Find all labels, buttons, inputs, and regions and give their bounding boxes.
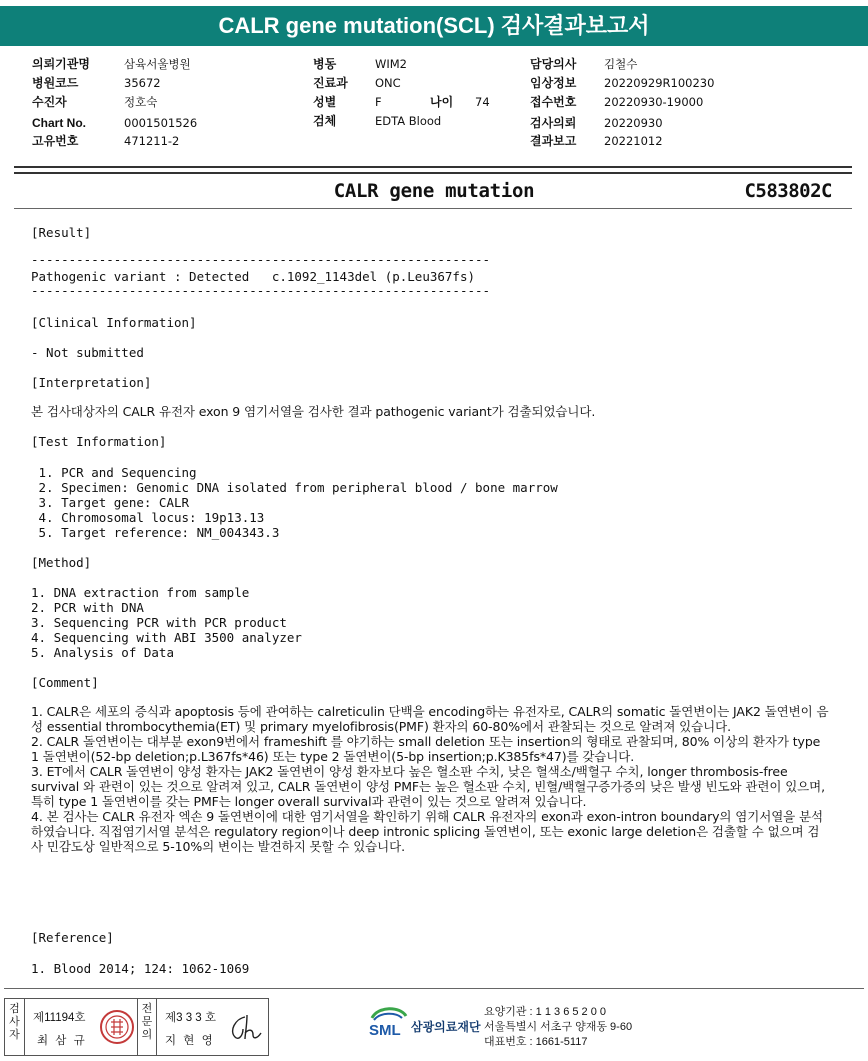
inspector-label: 검사자 xyxy=(5,999,25,1055)
method-item: 4. Sequencing with ABI 3500 analyzer xyxy=(31,630,302,645)
header-label: 병원코드 xyxy=(32,76,79,90)
comment-block xyxy=(31,704,831,854)
header-label: 고유번호 xyxy=(32,134,79,148)
result-line: Pathogenic variant : Detected c.1092_1143del (p.Leu367fs) xyxy=(31,269,476,284)
method-item: 3. Sequencing PCR with PCR product xyxy=(31,615,287,630)
comment-paragraph: 2. CALR 돌연변이는 대부분 exon9번에서 frameshift 를 야기하는 small deletion 또는 insertion의 형태로 관찰되며, 80% 이상의 환자가 type 1 돌연변이(52-bp deletion;p.L367fs*46) 또는 type 2 돌연변이(5-bp insertion;p.K385fs*47)를 갖습니다. xyxy=(31,734,821,764)
header-value: 김철수 xyxy=(604,57,638,71)
header-value: EDTA Blood xyxy=(375,114,442,128)
header-value: 삼육서울병원 xyxy=(124,57,191,71)
header-label: 임상정보 xyxy=(530,76,577,90)
test-info-item: 3. Target gene: CALR xyxy=(31,495,190,510)
sml-logo-text: SML xyxy=(369,1022,401,1038)
test-info-heading: [Test Information] xyxy=(31,434,167,449)
header-value: 20221012 xyxy=(604,134,663,148)
footer-divider xyxy=(4,988,864,989)
header-value: 74 xyxy=(475,95,490,109)
header-value: 20220930-19000 xyxy=(604,95,704,109)
header-label: 수진자 xyxy=(32,95,67,109)
test-name: CALR gene mutation xyxy=(333,180,535,202)
header-value: 20220930 xyxy=(604,116,663,130)
comment-heading: [Comment] xyxy=(31,675,99,690)
header-value: 0001501526 xyxy=(124,116,198,130)
header-label: 성별 xyxy=(313,95,337,109)
header-label: 검체 xyxy=(313,114,337,128)
sml-logo-icon xyxy=(366,1004,412,1038)
test-info-item: 4. Chromosomal locus: 19p13.13 xyxy=(31,510,265,525)
title-divider xyxy=(14,208,852,209)
phone: 대표번호 : 1661-5117 xyxy=(484,1036,588,1048)
reviewer-label: 전문의 xyxy=(137,999,157,1055)
address: 서울특별시 서초구 양재동 9-60 xyxy=(484,1021,633,1033)
method-item: 2. PCR with DNA xyxy=(31,600,144,615)
header-value: 정호숙 xyxy=(124,95,158,109)
inspector-license: 제11194호 xyxy=(33,1012,86,1024)
header-label: 담당의사 xyxy=(530,57,577,71)
header-value: 35672 xyxy=(124,76,161,90)
header-label: Chart No. xyxy=(32,116,86,130)
header-label: 접수번호 xyxy=(530,95,577,109)
test-code: C583802C xyxy=(744,180,832,202)
interpretation-text: 본 검사대상자의 CALR 유전자 exon 9 염기서열을 검사한 결과 pathogenic variant가 검출되었습니다. xyxy=(31,404,596,419)
header-label: 결과보고 xyxy=(530,134,577,148)
inspector-name: 최 삼 규 xyxy=(37,1035,87,1047)
reviewer-name: 지 현 영 xyxy=(165,1035,215,1047)
result-dash-top: ------------------------------------------------------------- xyxy=(31,252,491,267)
header-label: 의뢰기관명 xyxy=(32,57,90,71)
header-value: 20220929R100230 xyxy=(604,76,715,90)
result-dash-bottom: ------------------------------------------------------------- xyxy=(31,283,491,298)
header-divider-2 xyxy=(14,172,852,174)
header-value: 471211-2 xyxy=(124,134,180,148)
header-value: F xyxy=(375,95,382,109)
header-value: ONC xyxy=(375,76,401,90)
header-label: 진료과 xyxy=(313,76,348,90)
method-item: 1. DNA extraction from sample xyxy=(31,585,250,600)
reference-item: 1. Blood 2014; 124: 1062-1069 xyxy=(31,961,250,976)
clinical-value: - Not submitted xyxy=(31,345,144,360)
signature-icon xyxy=(225,1011,263,1045)
signature-box xyxy=(4,998,269,1056)
seal-stamp-icon xyxy=(99,1009,135,1045)
result-heading: [Result] xyxy=(31,225,92,240)
comment-paragraph: 1. CALR은 세포의 증식과 apoptosis 등에 관여하는 calreticulin 단백을 encoding하는 유전자로, CALR의 somatic 돌연변이는 JAK2 돌연변이 음성 essential thrombocythemia(ET) 및 primary myelofibrosis(PMF) 환자의 60-80%에서 관찰되는 것으로 알려져 있습니다. xyxy=(31,704,829,734)
interpretation-heading: [Interpretation] xyxy=(31,375,152,390)
comment-paragraph: 3. ET에서 CALR 돌연변이 양성 환자는 JAK2 돌연변이 양성 환자보다 높은 혈소판 수치, 낮은 혈색소/백혈구 수치, longer thrombosis-free survival 와 관련이 있는 것으로 알려져 있고, CALR 돌연변이 양성 PMF는 높은 혈소판 수치, 빈혈/백혈구증가증의 낮은 발생 빈도와 관련이 있으며, 특히 type 1 돌연변이를 갖는 PMF는 longer overall survival과 관련이 있는 것으로 알려져 있습니다. xyxy=(31,764,825,809)
reviewer-license: 제3 3 3 호 xyxy=(165,1012,216,1024)
clinical-heading: [Clinical Information] xyxy=(31,315,197,330)
organization-name: 삼광의료재단 xyxy=(411,1020,481,1034)
method-item: 5. Analysis of Data xyxy=(31,645,174,660)
header-divider xyxy=(14,166,852,168)
header-label: 나이 xyxy=(430,95,454,109)
header-value: WIM2 xyxy=(375,57,408,71)
test-info-item: 2. Specimen: Genomic DNA isolated from peripheral blood / bone marrow xyxy=(31,480,558,495)
comment-paragraph: 4. 본 검사는 CALR 유전자 엑손 9 돌연변이에 대한 염기서열을 확인하기 위해 CALR 유전자의 exon과 exon-intron boundary의 염기서열을 분석 하였습니다. 직접염기서열 분석은 regulatory region이나 deep intronic splicing 돌연변이, 또는 exonic large deletion은 검출할 수 없으며 검사 민감도상 일반적으로 5-10%의 변이는 발견하지 못할 수 있습니다. xyxy=(31,809,823,854)
institution-code: 요양기관 : 1 1 3 6 5 2 0 0 xyxy=(484,1006,607,1018)
method-heading: [Method] xyxy=(31,555,92,570)
report-title-bar: CALR gene mutation(SCL) 검사결과보고서 xyxy=(0,6,868,46)
test-info-item: 1. PCR and Sequencing xyxy=(31,465,197,480)
test-info-item: 5. Target reference: NM_004343.3 xyxy=(31,525,280,540)
header-label: 검사의뢰 xyxy=(530,116,577,130)
header-label: 병동 xyxy=(313,57,337,71)
reference-heading: [Reference] xyxy=(31,930,114,945)
